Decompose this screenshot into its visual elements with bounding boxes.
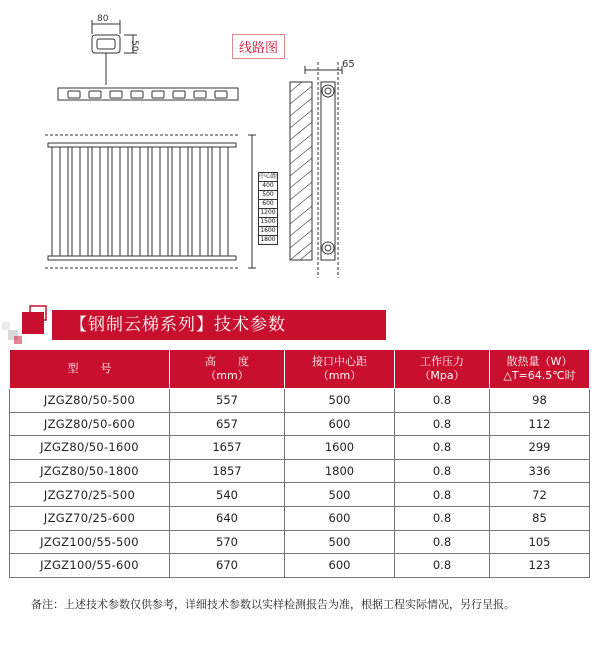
front-top-bar [48,143,236,147]
cell-pressure: 0.8 [395,554,490,578]
height-list-item: 600 [259,200,277,209]
table-row [10,506,590,530]
cell-height: 1857 [170,459,285,483]
center-distance-list [258,172,278,245]
table-row [10,530,590,554]
front-bottom-bar [48,256,236,260]
header-height-unit: （mm） [205,369,249,382]
cell-height: 570 [170,530,285,554]
cell-heat-output: 72 [490,483,590,507]
table-row [10,412,590,436]
bottom-pipe-connector [322,242,334,254]
header-model-label: 型 号 [67,362,112,375]
height-list-item: 500 [259,191,277,200]
cell-model: JZGZ70/25-500 [10,483,170,507]
section-title: 【钢制云梯系列】技术参数 [52,310,386,340]
cell-model: JZGZ70/25-600 [10,506,170,530]
height-dimension: 50 [129,40,139,52]
cell-center-distance: 1600 [285,436,395,460]
header-center-distance [285,350,395,389]
spec-table [9,349,590,578]
cell-model: JZGZ100/55-600 [10,554,170,578]
cell-height: 657 [170,412,285,436]
header-heat-output-condition: △T=64.5℃时 [503,369,576,382]
cell-pressure: 0.8 [395,483,490,507]
cell-model: JZGZ80/50-500 [10,389,170,413]
cell-heat-output: 123 [490,554,590,578]
header-height-label: 高 度 [205,355,249,368]
cell-heat-output: 105 [490,530,590,554]
banner-decoration-icon [0,304,60,346]
technical-drawing [0,0,600,300]
side-column [321,82,335,260]
width-dimension: 80 [97,14,109,24]
front-columns [52,147,228,256]
section-banner [0,304,600,346]
table-row [10,436,590,460]
table-row [10,459,590,483]
cell-height: 670 [170,554,285,578]
table-row [10,483,590,507]
header-pressure-unit: （Mpa） [419,369,465,382]
height-list-item: 400 [259,182,277,191]
table-row [10,389,590,413]
header-center-distance-unit: （mm） [317,369,362,382]
table-header-row [10,350,590,389]
wall-hatching [290,82,312,260]
cell-height: 640 [170,506,285,530]
cell-model: JZGZ80/50-1800 [10,459,170,483]
header-heat-output [490,350,590,389]
cell-model: JZGZ80/50-600 [10,412,170,436]
header-height [170,350,285,389]
cell-model: JZGZ80/50-1600 [10,436,170,460]
height-list-item: 1500 [260,218,276,225]
cell-height: 557 [170,389,285,413]
table-row [10,554,590,578]
header-pressure [395,350,490,389]
footnote: 备注：上述技术参数仅供参考，详细技术参数以实样检测报告为准，根据工程实际情况，另行呈报。 [31,598,515,611]
drawing-svg [0,0,600,300]
cell-height: 540 [170,483,285,507]
cell-center-distance: 600 [285,412,395,436]
header-bar [58,88,238,100]
cell-height: 1657 [170,436,285,460]
cell-center-distance: 600 [285,506,395,530]
cell-heat-output: 112 [490,412,590,436]
height-list-item: 1600 [260,227,276,234]
cell-pressure: 0.8 [395,506,490,530]
cell-heat-output: 98 [490,389,590,413]
wiring-diagram-label: 线路图 [232,34,285,59]
cell-model: JZGZ100/55-500 [10,530,170,554]
cell-center-distance: 1800 [285,459,395,483]
top-pipe-connector [322,85,334,97]
height-list-item: 1200 [260,209,276,216]
cell-pressure: 0.8 [395,459,490,483]
cell-center-distance: 500 [285,389,395,413]
cell-center-distance: 500 [285,483,395,507]
header-heat-output-label: 散热量（W） [506,355,573,368]
cell-heat-output: 85 [490,506,590,530]
cell-heat-output: 336 [490,459,590,483]
depth-dimension: 65 [342,59,355,70]
height-list-header: 中心距 [259,173,278,180]
cell-heat-output: 299 [490,436,590,460]
cell-center-distance: 600 [285,554,395,578]
cell-pressure: 0.8 [395,436,490,460]
header-model [10,350,170,389]
cell-center-distance: 500 [285,530,395,554]
cell-pressure: 0.8 [395,412,490,436]
cell-pressure: 0.8 [395,530,490,554]
height-list-item: 1800 [260,236,276,243]
header-center-distance-label: 接口中心距 [312,355,367,368]
header-pressure-label: 工作压力 [420,355,464,368]
cell-pressure: 0.8 [395,389,490,413]
